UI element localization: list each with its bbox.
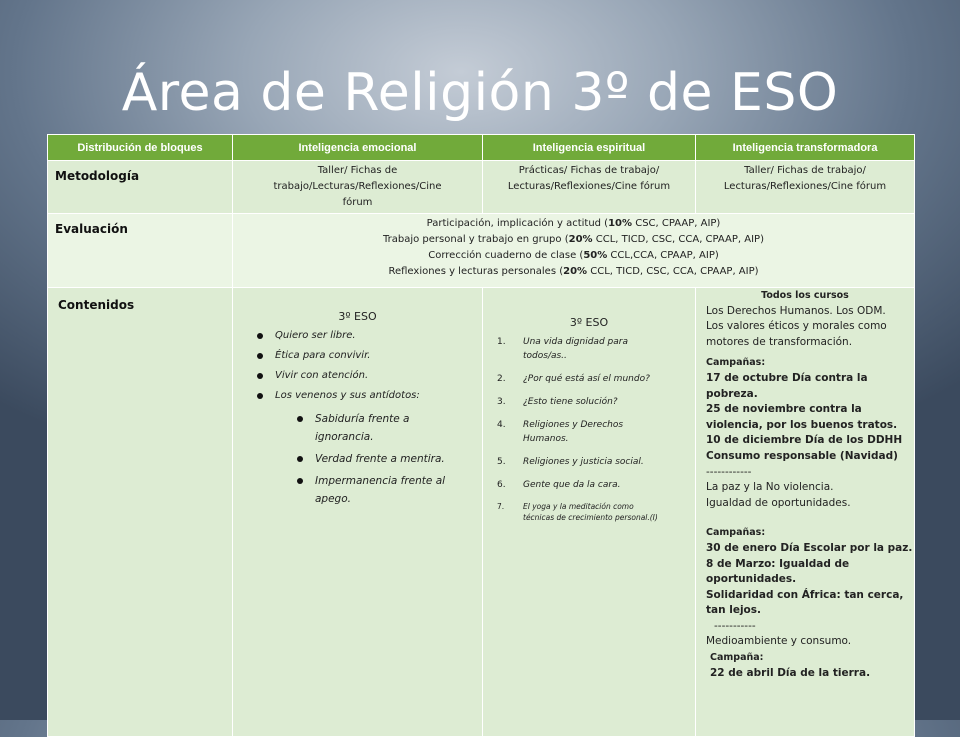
emocional-list	[233, 329, 482, 402]
transformadora-intro-1: Los Derechos Humanos. Los ODM.	[706, 304, 886, 317]
emocional-sublist	[233, 410, 482, 508]
contenidos-emocional	[233, 288, 483, 737]
metodologia-emocional-cell	[233, 161, 483, 214]
metodologia-espiritual: Prácticas/ Fichas de trabajo/ Lecturas/Reflexiones/Cine fórum	[507, 165, 671, 192]
list-item: 3. ¿Esto tiene solución?	[497, 397, 618, 407]
table-header-row	[48, 135, 915, 161]
list-item: Quiero ser libre.	[275, 329, 482, 342]
transformadora-intro-2: Los valores éticos y morales como motores de transformación.	[706, 320, 887, 348]
row-metodologia	[48, 161, 915, 214]
header-transformadora: Inteligencia transformadora	[696, 135, 915, 161]
bullet-icon	[297, 478, 303, 484]
metodologia-transformadora: Taller/ Fichas de trabajo/ Lecturas/Reflexiones/Cine fórum	[723, 165, 887, 192]
espiritual-heading: 3º ESO	[569, 316, 609, 329]
slide-title: Área de Religión 3º de ESO	[121, 63, 839, 123]
transformadora-end: Medioambiente y consumo.	[706, 635, 852, 648]
row-label-metodologia: Metodología	[48, 161, 233, 214]
list-item: 6. Gente que da la cara.	[497, 480, 621, 490]
transformadora-content	[696, 288, 914, 681]
evaluacion-criteria	[233, 214, 914, 280]
contenidos-transformadora	[696, 288, 915, 737]
list-item: 5. Religiones y justicia social.	[497, 457, 644, 467]
row-evaluacion	[48, 214, 915, 288]
eval-line: Reflexiones y lecturas personales (20% CCL, TICD, CSC, CCA, CPAAP, AIP)	[388, 266, 759, 277]
campana-label: Campaña:	[710, 652, 764, 664]
header-emocional: Inteligencia emocional	[233, 135, 483, 161]
bullet-icon	[257, 373, 263, 379]
row-contenidos	[48, 288, 915, 737]
campanas-label: Campañas:	[706, 527, 766, 539]
campana-item: 17 de octubre Día contra la pobreza.	[706, 371, 868, 400]
metodologia-transformadora-cell	[696, 161, 915, 214]
eval-line: Corrección cuaderno de clase (50% CCL,CCA, CPAAP, AIP)	[428, 250, 719, 261]
evaluacion-cell	[233, 214, 915, 288]
campana-item: 10 de diciembre Día de los DDHH	[706, 434, 903, 447]
espiritual-list	[483, 335, 695, 523]
campana-item: 25 de noviembre contra la violencia, por los buenos tratos.	[706, 403, 898, 431]
list-item: Vivir con atención.	[275, 369, 482, 382]
list-item: 1. Una vida dignidad para todos/as..	[497, 337, 628, 361]
list-item: 4. Religiones y Derechos Humanos.	[497, 420, 624, 444]
bullet-icon	[297, 416, 303, 422]
transformadora-heading: Todos los cursos	[761, 290, 849, 301]
contenidos-espiritual	[483, 288, 696, 737]
campana-item: Consumo responsable (Navidad)	[706, 449, 898, 462]
header-espiritual: Inteligencia espiritual	[483, 135, 696, 161]
bullet-icon	[257, 393, 263, 399]
list-item: 2. ¿Por qué está así el mundo?	[497, 374, 650, 384]
campana-item: 30 de enero Día Escolar por la paz.	[706, 541, 913, 554]
row-label-evaluacion: Evaluación	[48, 214, 233, 288]
bullet-icon	[257, 333, 263, 339]
list-item: Sabiduría frente a ignorancia.	[315, 410, 446, 446]
metodologia-espiritual-cell	[483, 161, 696, 214]
campana-item: 8 de Marzo: Igualdad de oportunidades.	[706, 557, 850, 586]
list-item: Verdad frente a mentira.	[315, 450, 446, 468]
bullet-icon	[297, 456, 303, 462]
eval-line: Participación, implicación y actitud (10% CSC, CPAAP, AIP)	[426, 218, 721, 229]
eval-line: Trabajo personal y trabajo en grupo (20% CCL, TICD, CSC, CCA, CPAAP, AIP)	[382, 234, 764, 245]
campanas-label: Campañas:	[706, 357, 766, 369]
list-item: Los venenos y sus antídotos:	[275, 389, 482, 402]
transformadora-mid: Igualdad de oportunidades.	[706, 496, 851, 509]
transformadora-mid: La paz y la No violencia.	[706, 481, 834, 494]
header-distribucion: Distribución de bloques	[48, 135, 233, 161]
content-table	[47, 134, 915, 737]
bullet-icon	[257, 353, 263, 359]
row-label-contenidos: Contenidos	[48, 288, 233, 737]
list-item: Impermanencia frente al apego.	[315, 472, 446, 508]
separator: -----------	[714, 619, 756, 632]
campana-item: 22 de abril Día de la tierra.	[710, 666, 871, 679]
metodologia-emocional: Taller/ Fichas de trabajo/Lecturas/Reflexiones/Cine fórum	[273, 165, 442, 208]
list-item: 7. El yoga y la meditación como técnicas de crecimiento personal.(I)	[497, 502, 658, 522]
separator: ------------	[706, 465, 752, 478]
emocional-heading: 3º ESO	[338, 310, 377, 323]
list-item: Ética para convivir.	[275, 349, 482, 362]
campana-item: Solidaridad con África: tan cerca, tan lejos.	[706, 588, 904, 617]
